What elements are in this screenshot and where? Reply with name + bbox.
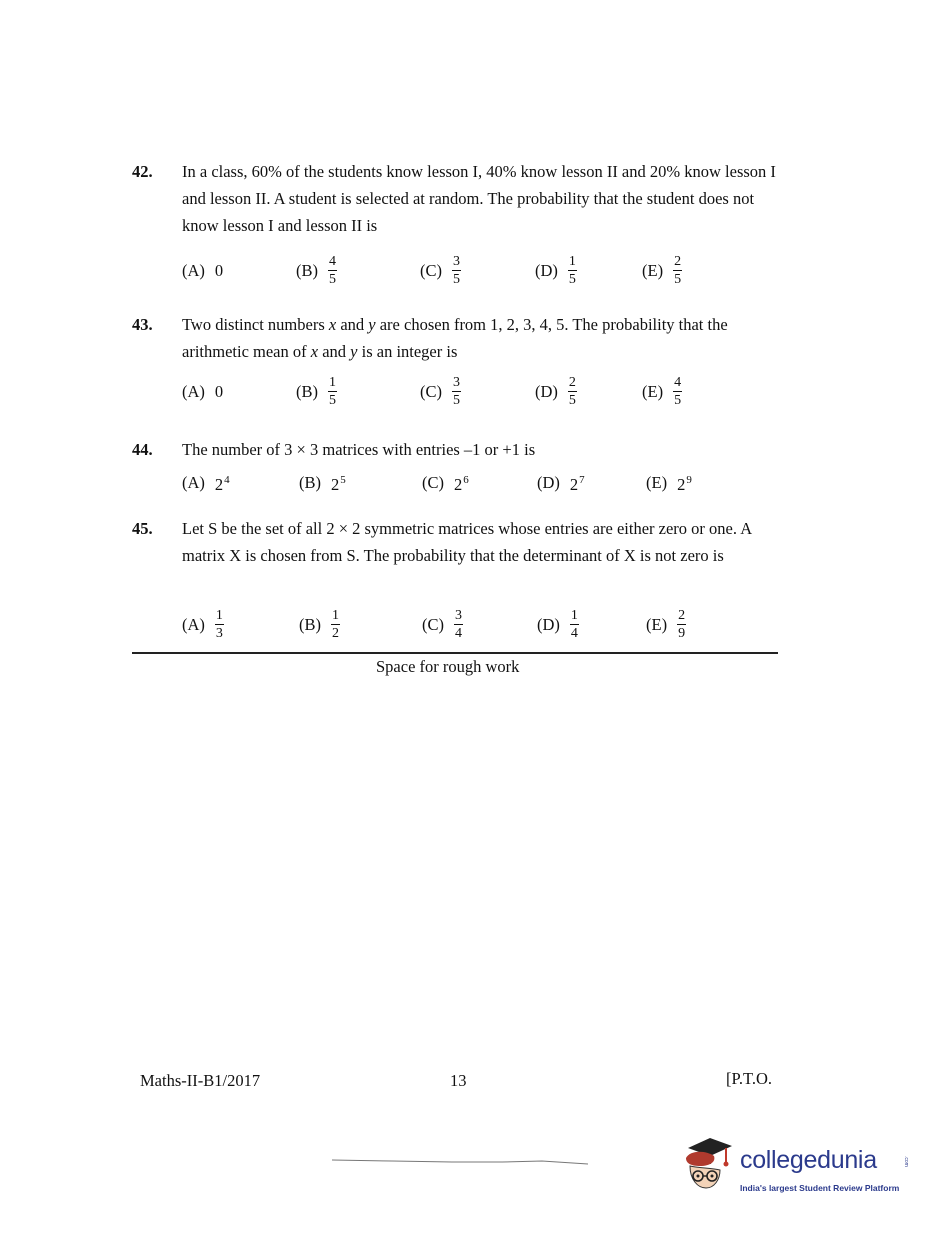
option-b: (B) $2^5$ (299, 472, 346, 494)
option-row (182, 460, 742, 504)
option-d: (D) $\frac{1}{5}$ (535, 253, 576, 287)
question-text: Let S be the set of all 2 × 2 symmetric matrices whose entries are either zero or one. A matrix X is chosen from S. The probability that the determinant of X is not zero is (182, 519, 752, 565)
scan-artifact-line (332, 1158, 588, 1166)
option-b: (B) $\frac{1}{2}$ (299, 607, 339, 641)
option-e: (E) $\frac{2}{9}$ (646, 607, 686, 641)
question-number: 43. (132, 315, 153, 334)
question-text: The number of 3 × 3 matrices with entries –1 or +1 is (182, 440, 536, 459)
option-d: (D) $\frac{2}{5}$ (535, 374, 576, 408)
logo-tagline: India's largest Student Review Platform (740, 1183, 900, 1193)
question-number: 45. (132, 519, 153, 538)
option-c: (C) $\frac{3}{4}$ (422, 607, 462, 641)
question-43 (132, 311, 782, 408)
option-a: (A) $\frac{1}{3}$ (182, 607, 223, 641)
option-a: (A) 0 (182, 260, 224, 280)
logo-wordmark: collegedunia (740, 1146, 877, 1174)
collegedunia-logo[interactable] (680, 1134, 910, 1200)
option-e: (E) $2^9$ (646, 472, 692, 494)
option-c: (C) $\frac{3}{5}$ (420, 253, 460, 287)
option-a: (A) $2^4$ (182, 472, 230, 494)
option-row (182, 369, 742, 413)
option-e: (E) $\frac{2}{5}$ (642, 253, 682, 287)
option-a: (A) 0 (182, 381, 224, 401)
option-e: (E) $\frac{4}{5}$ (642, 374, 682, 408)
option-d: (D) $\frac{1}{4}$ (537, 607, 578, 641)
question-45 (132, 515, 782, 641)
option-d: (D) $2^7$ (537, 472, 585, 494)
question-number: 42. (132, 162, 153, 181)
option-c: (C) $\frac{3}{5}$ (420, 374, 460, 408)
question-42 (132, 158, 782, 287)
paper-code: Maths-II-B1/2017 (140, 1071, 261, 1090)
pto-marker: [P.T.O. (726, 1069, 772, 1088)
question-text: In a class, 60% of the students know lesson I, 40% know lesson II and 20% know lesson I and lesson II. A student is selected at random. The probability that the student does not know lesson I and lesson II is (182, 162, 776, 235)
question-text: Two distinct numbers x and y are chosen from 1, 2, 3, 4, 5. The probability that the arithmetic mean of x and y is an integer is (182, 315, 728, 361)
option-row (182, 248, 742, 292)
option-c: (C) $2^6$ (422, 472, 469, 494)
option-b: (B) $\frac{1}{5}$ (296, 374, 336, 408)
rough-work-label: Space for rough work (376, 657, 520, 676)
question-44 (132, 436, 782, 494)
logo-domain-suffix: .com (903, 1156, 909, 1167)
rough-work-divider (132, 652, 778, 654)
option-b: (B) $\frac{4}{5}$ (296, 253, 336, 287)
option-row (182, 602, 742, 646)
mascot-icon (680, 1134, 740, 1200)
page-number: 13 (450, 1071, 467, 1090)
question-number: 44. (132, 440, 153, 459)
